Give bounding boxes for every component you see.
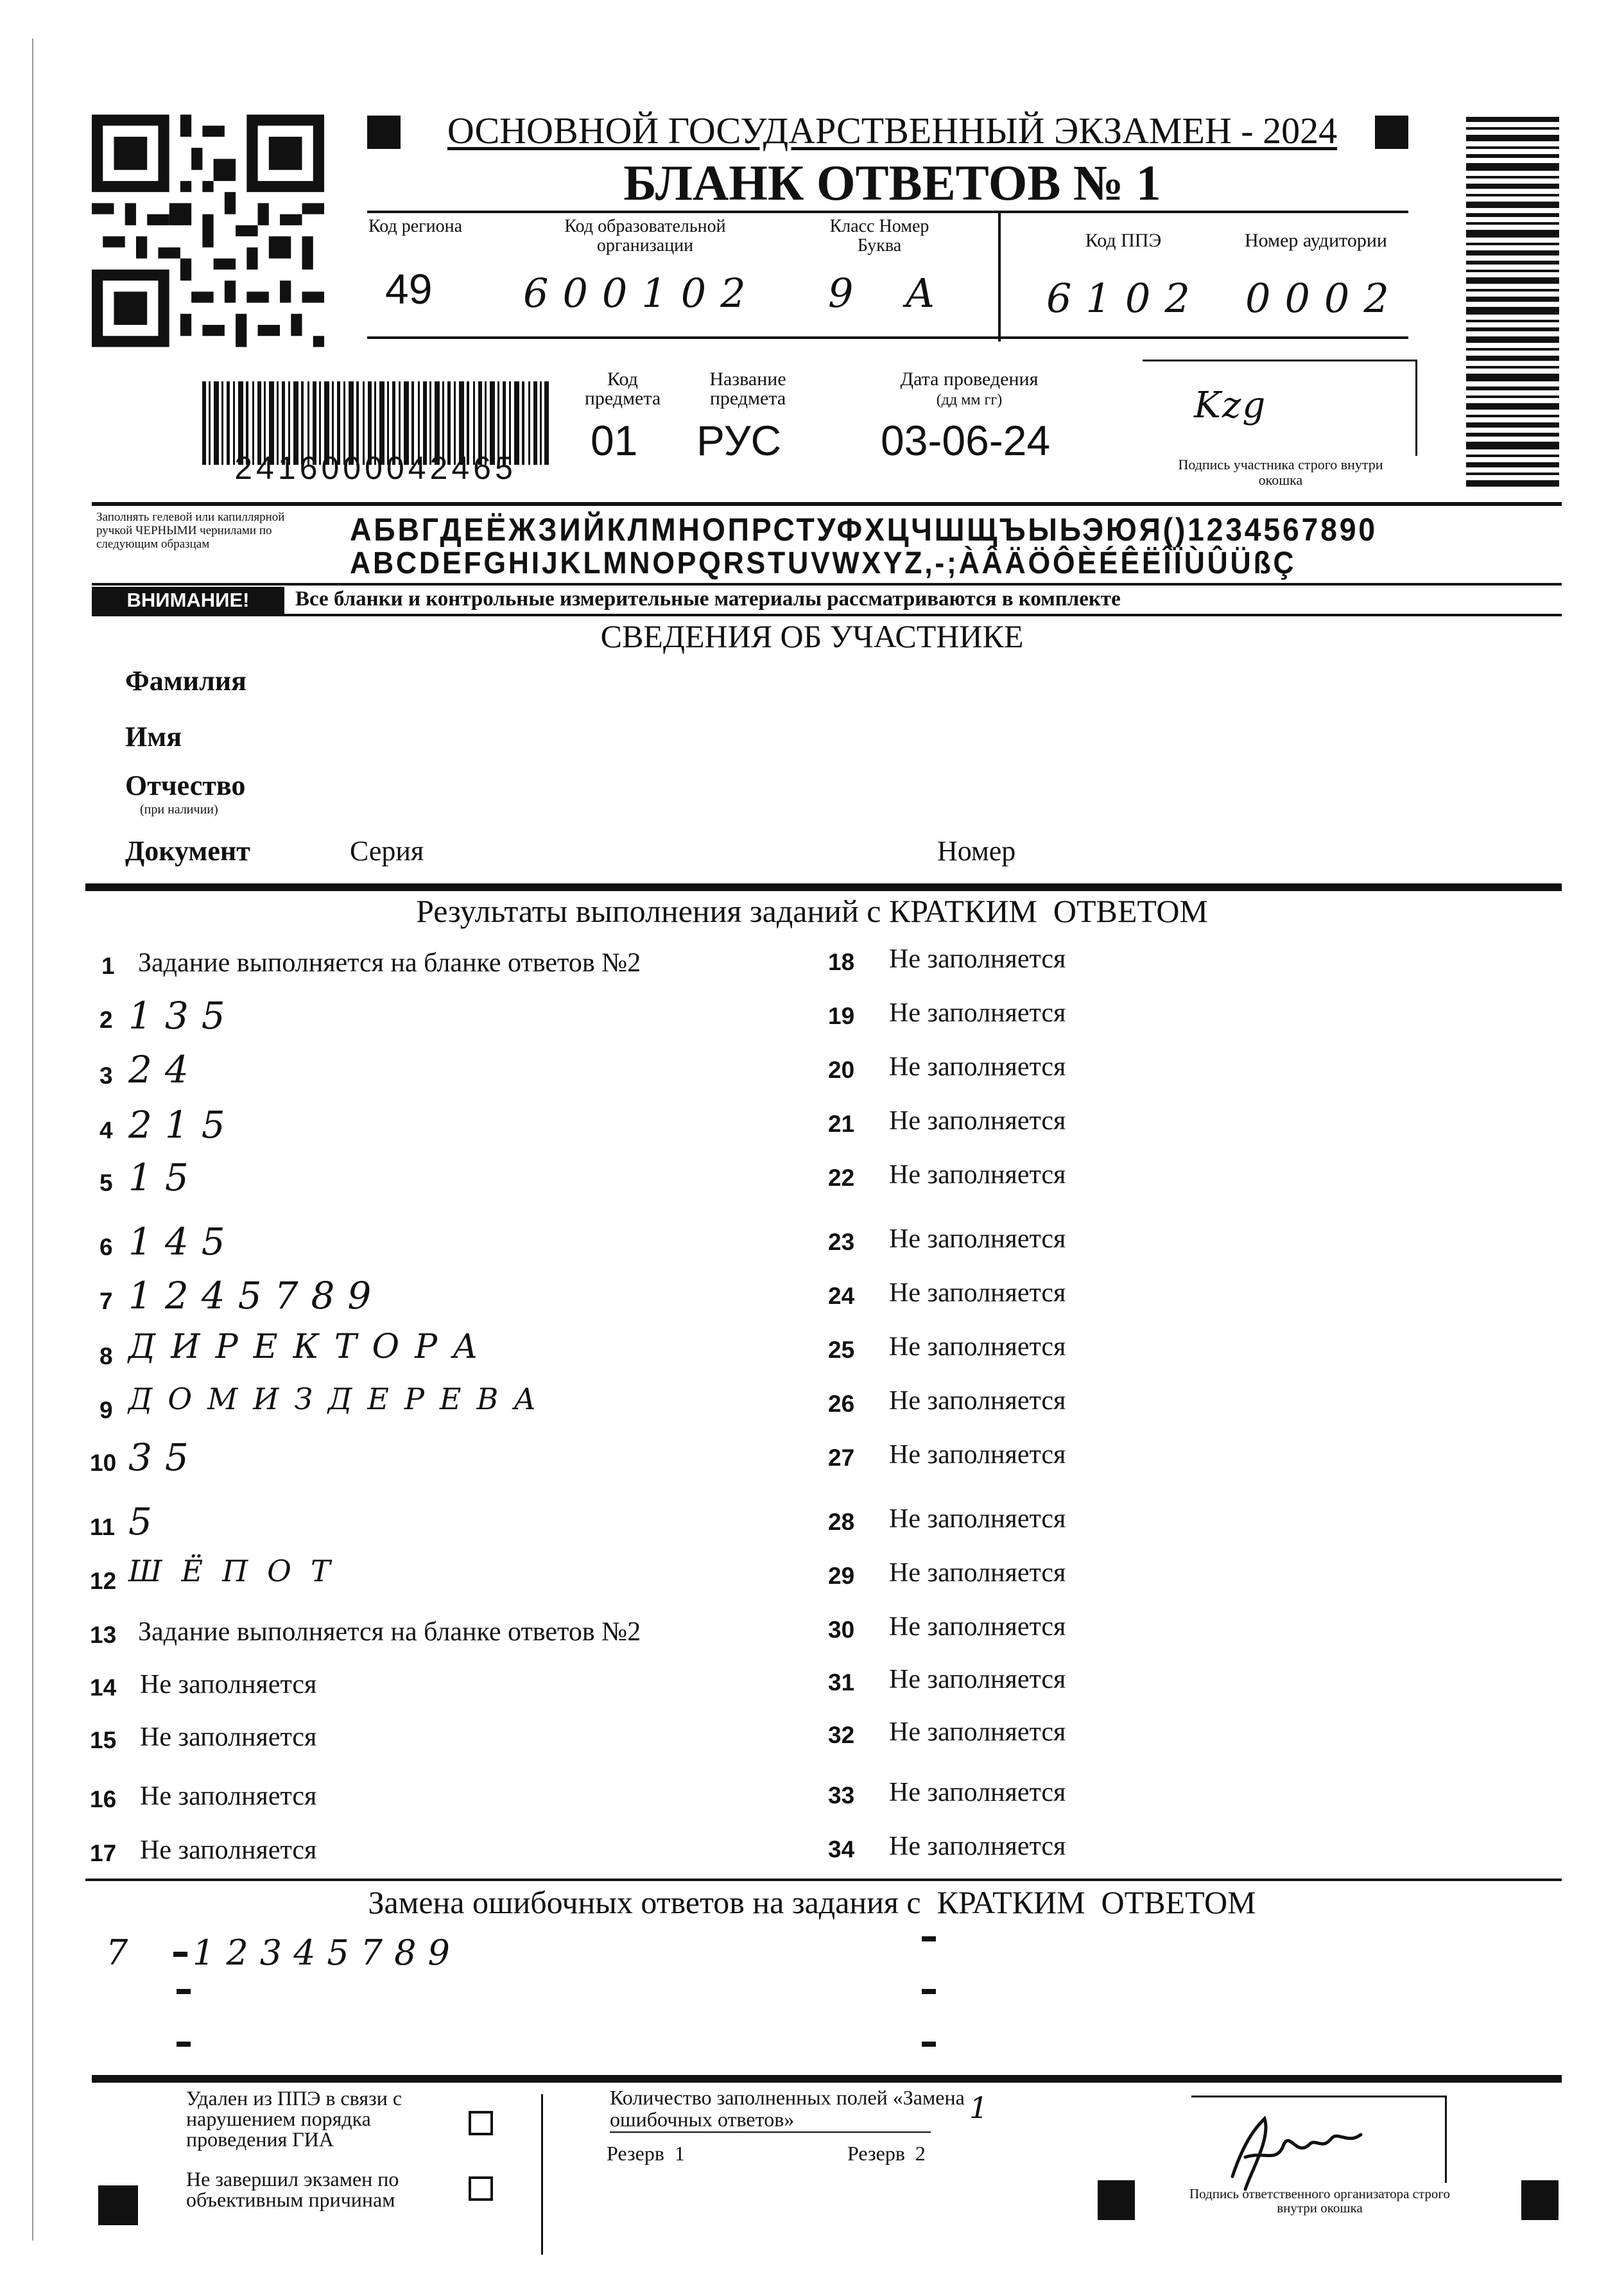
task-number: 2 — [99, 1007, 113, 1033]
region-code-label: Код региона — [368, 216, 463, 236]
task-number: 5 — [99, 1170, 113, 1196]
header-rule-top — [367, 211, 1408, 213]
task-number: 34 — [828, 1836, 855, 1862]
subject-code-label: Код предмета — [584, 369, 661, 409]
task-answer-text: Не заполняется — [140, 1670, 317, 1699]
task-number: 30 — [828, 1617, 855, 1643]
task-number: 16 — [90, 1786, 117, 1812]
task-number: 13 — [90, 1622, 117, 1648]
task-answer-text: Не заполняется — [889, 1160, 1066, 1190]
patronymic-label: Отчество — [125, 770, 246, 801]
task-answer-text: Не заполняется — [889, 1778, 1066, 1807]
task-answer-text: Не заполняется — [889, 1106, 1066, 1136]
warning-text: Все бланки и контрольные измерительные материалы рассматриваются в комплекте — [295, 587, 1121, 611]
header-divider-vertical — [998, 213, 1001, 342]
room-number-value: 0002 — [1245, 275, 1403, 322]
region-code-value: 49 — [385, 265, 433, 313]
task-answer-text: Не заполняется — [889, 1665, 1066, 1694]
task-answer-text: Не заполняется — [889, 1052, 1066, 1082]
organizer-signature-caption: Подпись ответственного организатора строго внутри окошка — [1189, 2186, 1451, 2216]
replacement-dash — [177, 2042, 191, 2047]
exam-title: ОСНОВНОЙ ГОСУДАРСТВЕННЫЙ ЭКЗАМЕН - 2024 — [447, 110, 1338, 152]
task-answer-handwritten: ШЁПОТ — [128, 1554, 350, 1588]
task-number: 6 — [99, 1234, 113, 1260]
class-label: Класс Номер Буква — [829, 216, 929, 256]
replacement-count-label: Количество заполненных полей «Замена ошибочных ответов» — [610, 2086, 965, 2131]
class-number-value: 9 — [828, 270, 868, 317]
warning-badge: ВНИМАНИЕ! — [92, 587, 284, 614]
subject-name-value: РУС — [696, 417, 782, 464]
replacement-answer: 12345789 — [193, 1932, 462, 1973]
samples-instruction: Заполнять гелевой или капиллярной ручкой ЧЕРНЫМИ чернилами по следующим образцам — [96, 510, 285, 551]
task-answer-handwritten: ДОМИЗДЕРЕВА — [128, 1382, 552, 1416]
sample-row-cyrillic: АБВГДЕЁЖЗИЙКЛМНОПРСТУФХЦЧШЩЪЫЬЭЮЯ()1234567890 — [350, 512, 1378, 548]
task-number: 10 — [90, 1450, 117, 1476]
task-answer-handwritten: ДИРЕКТОРА — [128, 1328, 494, 1366]
task-number: 31 — [828, 1669, 855, 1696]
task-number: 24 — [828, 1283, 855, 1309]
task-number: 3 — [99, 1063, 113, 1089]
org-code-label: Код образовательной организации — [564, 216, 726, 256]
task-answer-handwritten: 1245789 — [128, 1274, 384, 1317]
qr-code — [92, 110, 324, 351]
task-answer-handwritten: 215 — [128, 1103, 238, 1147]
replacement-section-title: Замена ошибочных ответов на задания с КРАТКИМ ОТВЕТОМ — [368, 1884, 1256, 1920]
task-answer-handwritten: 35 — [128, 1436, 202, 1479]
task-answer-text: Не заполняется — [140, 1723, 317, 1752]
marker-square-bottom-left — [98, 2185, 138, 2225]
task-answer-text: Не заполняется — [140, 1836, 317, 1865]
task-number: 23 — [828, 1229, 855, 1255]
barcode-number: 2416000042465 — [234, 450, 517, 486]
task-answer-text: Не заполняется — [140, 1782, 317, 1811]
task-answer-handwritten: 135 — [128, 994, 238, 1037]
surname-label: Фамилия — [125, 665, 246, 697]
marker-square-top-right — [1375, 116, 1408, 149]
ppe-code-label: Код ППЭ — [1085, 230, 1162, 251]
replacement-task-number: 7 — [106, 1932, 143, 1973]
task-number: 1 — [101, 953, 115, 979]
sample-row-latin: ABCDEFGHIJKLMNOPQRSTUVWXYZ,-;ÀÂÄÖÔÈÉÊËÎÏÙÛÜßÇ — [350, 546, 1297, 580]
document-label: Документ — [125, 835, 250, 867]
task-answer-text: Не заполняется — [889, 1717, 1066, 1747]
task-answer-text: Не заполняется — [889, 1332, 1066, 1362]
exam-date-label: Дата проведения — [900, 369, 1039, 390]
org-code-value: 600102 — [523, 270, 760, 317]
task-number: 32 — [828, 1722, 855, 1748]
replacement-dash — [922, 1936, 936, 1941]
warning-rule-bottom — [92, 614, 1562, 616]
task-number: 28 — [828, 1509, 855, 1535]
task-answer-text: Задание выполняется на бланке ответов №2 — [138, 948, 641, 978]
task-answer-text: Не заполняется — [889, 1386, 1066, 1416]
subject-code-value: 01 — [591, 417, 638, 464]
task-answer-text: Не заполняется — [889, 944, 1066, 974]
patronymic-note: (при наличии) — [140, 803, 218, 817]
footer-divider-vertical — [541, 2094, 543, 2255]
removed-from-ppe-checkbox[interactable] — [469, 2111, 493, 2135]
task-answer-text: Задание выполняется на бланке ответов №2 — [138, 1617, 641, 1647]
task-number: 12 — [90, 1568, 117, 1594]
task-number: 21 — [828, 1111, 855, 1137]
document-series-label: Серия — [350, 835, 424, 867]
samples-rule-top — [92, 502, 1562, 506]
scan-edge-line — [32, 39, 33, 2241]
task-answer-handwritten: 24 — [128, 1048, 202, 1091]
results-section-title: Результаты выполнения заданий с КРАТКИМ ОТВЕТОМ — [416, 893, 1208, 929]
task-number: 29 — [828, 1563, 855, 1589]
marker-square-top-left — [367, 116, 401, 149]
reserve-2-label: Резерв 2 — [847, 2142, 926, 2165]
warning-rule-top — [92, 583, 1562, 586]
participant-signature-box[interactable] — [1143, 360, 1417, 456]
exam-date-format: (дд мм гг) — [936, 392, 1003, 408]
marker-square-bottom-center — [1098, 2180, 1135, 2220]
participant-signature: Kzg — [1194, 385, 1267, 426]
task-answer-text: Не заполняется — [889, 1504, 1066, 1534]
results-rule-top — [85, 883, 1562, 891]
task-answer-text: Не заполняется — [889, 1440, 1066, 1470]
task-number: 18 — [828, 949, 855, 975]
side-barcode — [1466, 117, 1559, 492]
task-answer-handwritten: 15 — [128, 1156, 202, 1199]
task-number: 26 — [828, 1391, 855, 1417]
task-number: 7 — [99, 1288, 113, 1314]
form-title: БЛАНК ОТВЕТОВ № 1 — [623, 155, 1161, 211]
participant-signature-caption: Подпись участника строго внутри окошка — [1178, 456, 1383, 488]
task-number: 20 — [828, 1057, 855, 1083]
task-number: 25 — [828, 1337, 855, 1363]
replacement-rule-top — [85, 1879, 1562, 1881]
task-answer-text: Не заполняется — [889, 998, 1066, 1028]
class-letter-value: А — [905, 270, 949, 317]
exam-date-value: 03-06-24 — [881, 417, 1051, 464]
replacement-dash — [177, 1989, 191, 1994]
task-number: 19 — [828, 1003, 855, 1029]
name-label: Имя — [125, 721, 182, 752]
footer-rule-top — [92, 2075, 1562, 2083]
task-number: 9 — [99, 1397, 113, 1423]
participant-section-title: СВЕДЕНИЯ ОБ УЧАСТНИКЕ — [600, 618, 1024, 654]
room-number-label: Номер аудитории — [1245, 230, 1387, 251]
task-number: 11 — [90, 1514, 116, 1540]
task-number: 33 — [828, 1782, 855, 1809]
task-answer-text: Не заполняется — [889, 1832, 1066, 1861]
count-underline — [610, 2131, 931, 2133]
subject-name-label: Название предмета — [709, 369, 786, 409]
marker-square-bottom-right — [1521, 2180, 1559, 2220]
document-number-label: Номер — [937, 835, 1016, 867]
task-number: 15 — [90, 1727, 117, 1753]
ppe-code-value: 6102 — [1046, 275, 1204, 322]
task-number: 27 — [828, 1445, 855, 1471]
task-answer-handwritten: 5 — [128, 1500, 165, 1543]
header-rule-mid — [367, 336, 1408, 339]
task-answer-text: Не заполняется — [889, 1224, 1066, 1254]
replacement-dash — [173, 1952, 187, 1957]
reserve-1-label: Резерв 1 — [607, 2142, 685, 2165]
task-number: 22 — [828, 1165, 855, 1191]
task-number: 14 — [90, 1674, 117, 1701]
task-number: 17 — [90, 1840, 117, 1866]
replacement-count-value: 1 — [969, 2090, 1003, 2125]
task-answer-text: Не заполняется — [889, 1558, 1066, 1588]
not-finished-label: Не завершил экзамен по объективным причинам — [186, 2167, 399, 2211]
task-number: 8 — [99, 1343, 113, 1369]
task-answer-text: Не заполняется — [889, 1612, 1066, 1642]
task-answer-handwritten: 145 — [128, 1220, 238, 1263]
replacement-dash — [922, 1989, 936, 1994]
replacement-dash — [922, 2042, 936, 2047]
removed-from-ppe-label: Удален из ППЭ в связи с нарушением порядка проведения ГИА — [186, 2087, 402, 2151]
task-number: 4 — [99, 1117, 113, 1143]
not-finished-checkbox[interactable] — [469, 2176, 493, 2201]
task-answer-text: Не заполняется — [889, 1278, 1066, 1308]
